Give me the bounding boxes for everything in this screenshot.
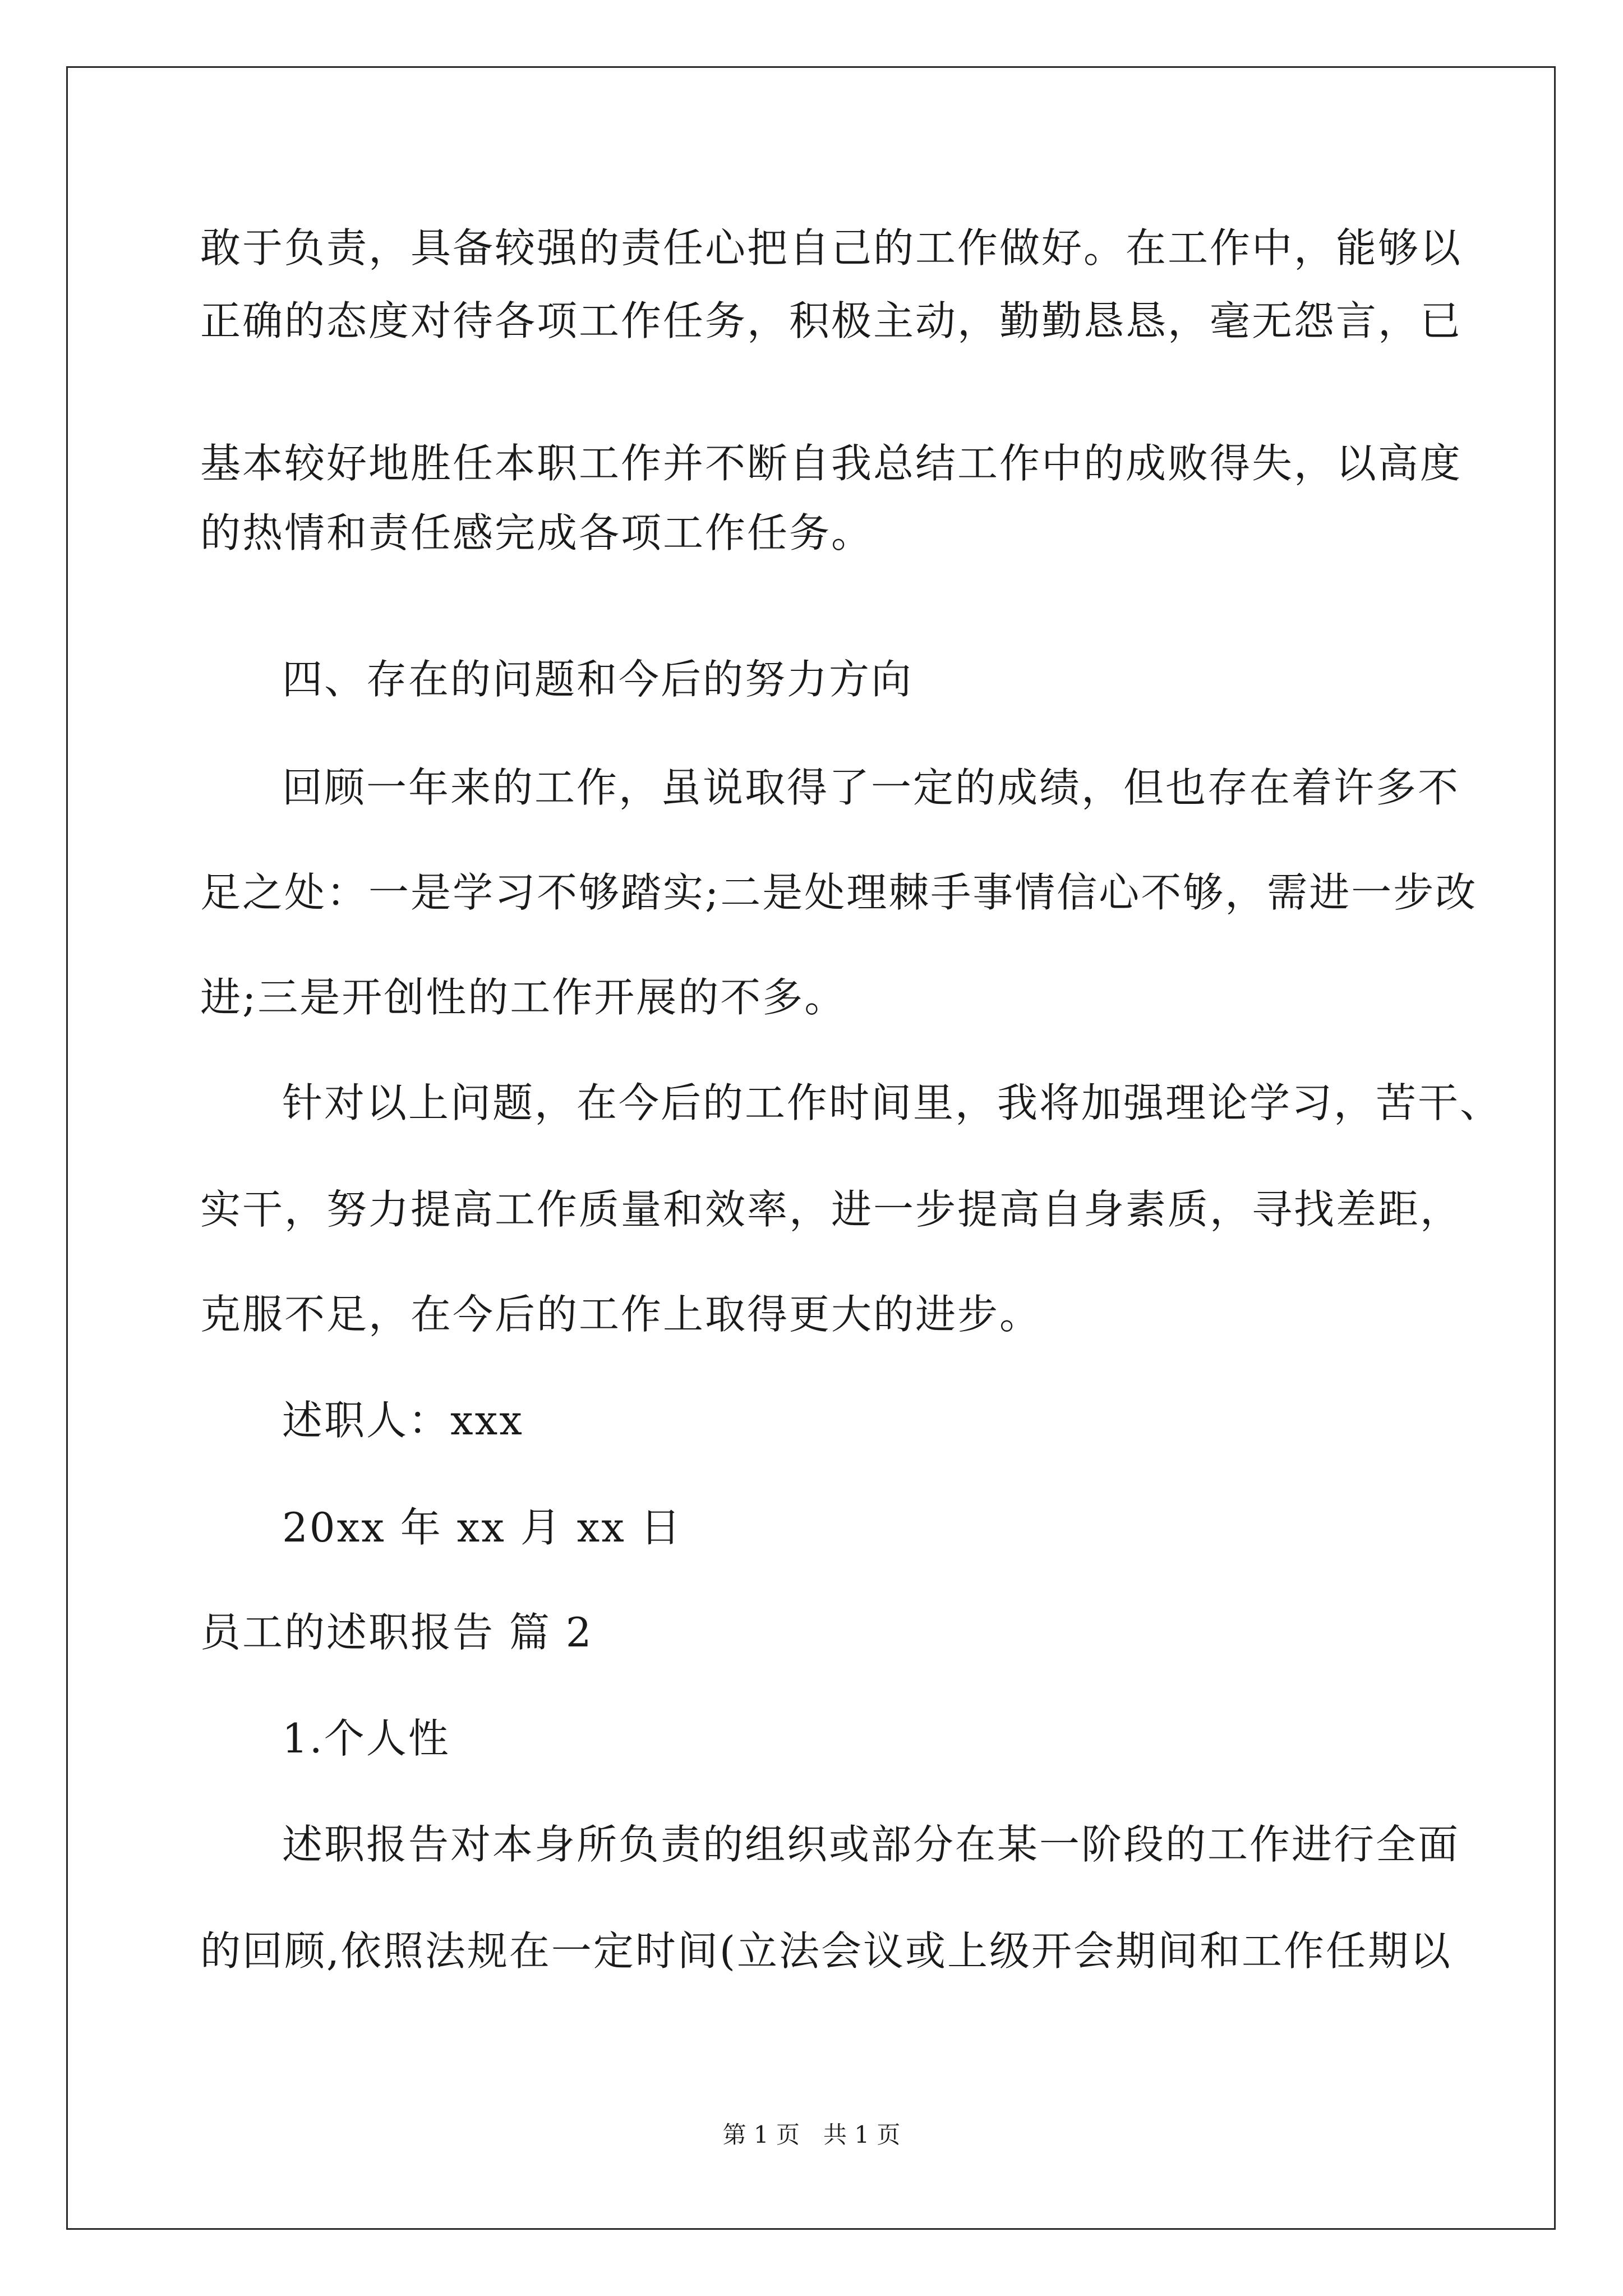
paragraph-line: 基本较好地胜任本职工作并不断自我总结工作中的成败得失，以高度 [200, 440, 1463, 487]
paragraph-line: 克服不足，在今后的工作上取得更大的进步。 [200, 1291, 1042, 1338]
signature-line: 述职人：xxx [282, 1397, 524, 1444]
paragraph-line: 进;三是开创性的工作开展的不多。 [200, 974, 847, 1021]
paragraph-line: 敢于负责，具备较强的责任心把自己的工作做好。在工作中，能够以 [200, 224, 1463, 272]
paragraph-line: 足之处：一是学习不够踏实;二是处理棘手事情信心不够，需进一步改 [200, 869, 1478, 916]
page-number-footer: 第 1 页 共 1 页 [722, 2121, 901, 2148]
paragraph-line: 正确的态度对待各项工作任务，积极主动，勤勤恳恳，毫无怨言，已 [200, 297, 1463, 344]
paragraph-line: 述职报告对本身所负责的组织或部分在某一阶段的工作进行全面 [282, 1821, 1460, 1868]
date-line: 20xx 年 xx 月 xx 日 [282, 1504, 683, 1551]
section-heading: 四、存在的问题和今后的努力方向 [282, 656, 914, 703]
paragraph-line: 的热情和责任感完成各项工作任务。 [200, 509, 874, 556]
page-frame [66, 66, 1556, 2230]
paragraph-line: 针对以上问题，在今后的工作时间里，我将加强理论学习，苦干、 [282, 1079, 1502, 1126]
paragraph-line: 回顾一年来的工作，虽说取得了一定的成绩，但也存在着许多不 [282, 764, 1460, 811]
list-item-heading: 1.个人性 [282, 1715, 450, 1762]
section-title: 员工的述职报告 篇 2 [200, 1609, 593, 1656]
paragraph-line: 的回顾,依照法规在一定时间(立法会议或上级开会期间和工作任期以 [200, 1927, 1452, 1975]
paragraph-line: 实干，努力提高工作质量和效率，进一步提高自身素质，寻找差距， [200, 1186, 1463, 1233]
